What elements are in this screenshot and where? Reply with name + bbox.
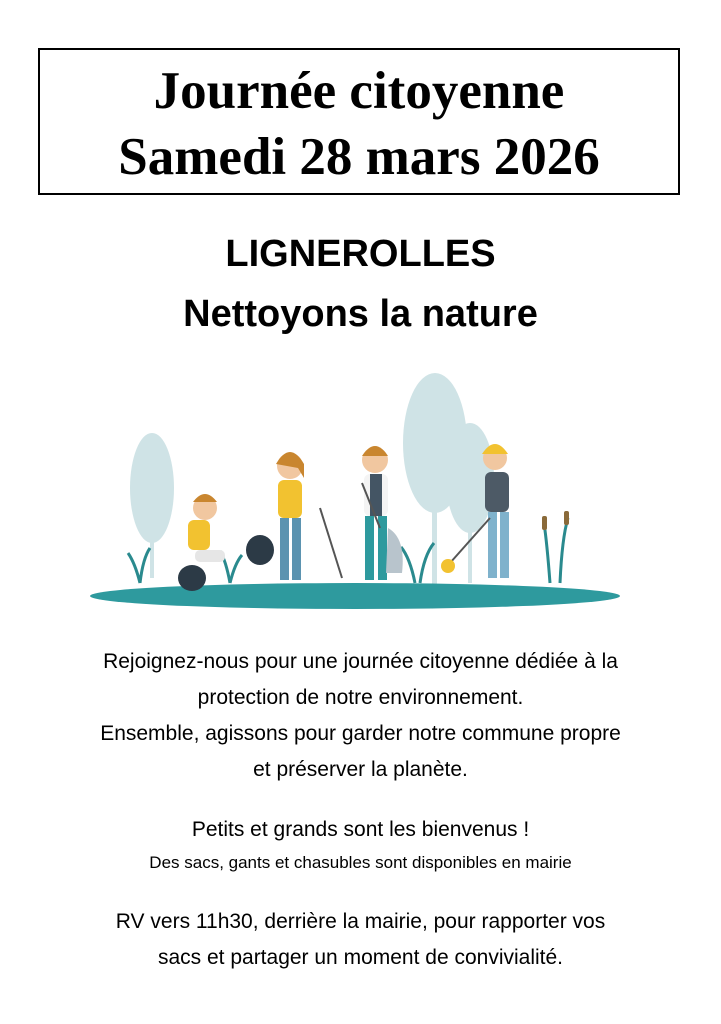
welcome-paragraph xyxy=(0,812,721,878)
event-date: Samedi 28 mars 2026 xyxy=(118,128,600,186)
town-name: LIGNEROLLES xyxy=(225,233,496,275)
intro-line: et préserver la planète. xyxy=(253,758,468,781)
man-with-bag xyxy=(362,446,403,580)
meeting-line: RV vers 11h30, derrière la mairie, pour rapporter vos xyxy=(115,910,606,933)
ground xyxy=(90,583,620,609)
supplies-line: Des sacs, gants et chasubles sont disponibles en mairie xyxy=(149,853,572,872)
intro-line: Rejoignez-nous pour une journée citoyenne dédiée à la xyxy=(103,650,618,673)
intro-paragraph xyxy=(0,644,721,788)
kid-kneeling xyxy=(178,494,225,591)
welcome-line: Petits et grands sont les bienvenus ! xyxy=(191,818,530,841)
background-trees xyxy=(130,373,494,588)
meeting-line: sacs et partager un moment de convivialité. xyxy=(157,946,564,969)
woman-with-picker xyxy=(246,452,342,580)
intro-line: protection de notre environnement. xyxy=(197,686,524,709)
meeting-paragraph xyxy=(0,904,721,976)
title-box xyxy=(38,48,680,195)
cleanup-illustration xyxy=(80,368,640,618)
slogan: Nettoyons la nature xyxy=(183,293,538,335)
event-title: Journée citoyenne xyxy=(153,62,565,120)
intro-line: Ensemble, agissons pour garder notre commune propre xyxy=(100,722,621,745)
